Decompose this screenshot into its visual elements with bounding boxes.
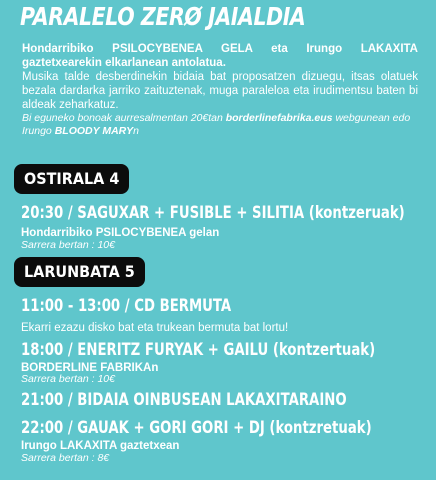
event-title: 18:00 / ENERITZ FURYAK + GAILU (kontzertuak) [21,340,376,360]
tickets-text-mid: webgunean edo Irungo [22,112,411,137]
event-title: 20:30 / SAGUXAR + FUSIBLE + SILITIA (kontzeruak) [21,203,405,223]
tickets-bar: BLOODY MARY [54,125,134,137]
event-venue: BORDERLINE FABRIKAn [21,362,159,374]
event-price: Sarrera bertan : 8€ [21,452,110,464]
intro-block [22,42,418,138]
day-badge-friday: OSTIRALA 4 [14,164,129,194]
event-venue: Hondarribiko PSILOCYBENEA gelan [21,227,220,239]
intro-description: Musika talde desberdinekin bidaia bat proposatzen dizuegu, itsas olatuek bezala dardarka jarriko zaituztenak, muga paraleloa eta irudimentsu baten bi aldeak zeharkatuz. [22,71,418,111]
tickets-website: borderlinefabrika.eus [225,112,333,124]
event-venue: Irungo LAKAXITA gaztetxean [21,440,180,452]
event-venue: Ekarri ezazu disko bat eta trukean bermuta bat lortu! [21,322,289,334]
event-title: 21:00 / BIDAIA OINBUSEAN LAKAXITARAINO [21,390,347,410]
page-title: PARALELO ZERØ JAIALDIA [20,2,306,31]
event-title: 11:00 - 13:00 / CD BERMUTA [21,296,232,316]
event-price: Sarrera bertan : 10€ [21,373,115,385]
tickets-text-end: n [133,125,139,137]
event-price: Sarrera bertan : 10€ [21,239,115,251]
day-badge-saturday: LARUNBATA 5 [14,257,145,287]
tickets-text-pre: Bi eguneko bonoak aurresalmentan 20€tan [22,112,226,124]
intro-organizers: Hondarribiko PSILOCYBENEA GELA eta Irungo LAKAXITA gaztetxearekin elkarlanean antolatua. [22,43,418,69]
event-title: 22:00 / GAUAK + GORI GORI + DJ (kontzretuak) [21,418,372,438]
intro-tickets [22,112,418,138]
